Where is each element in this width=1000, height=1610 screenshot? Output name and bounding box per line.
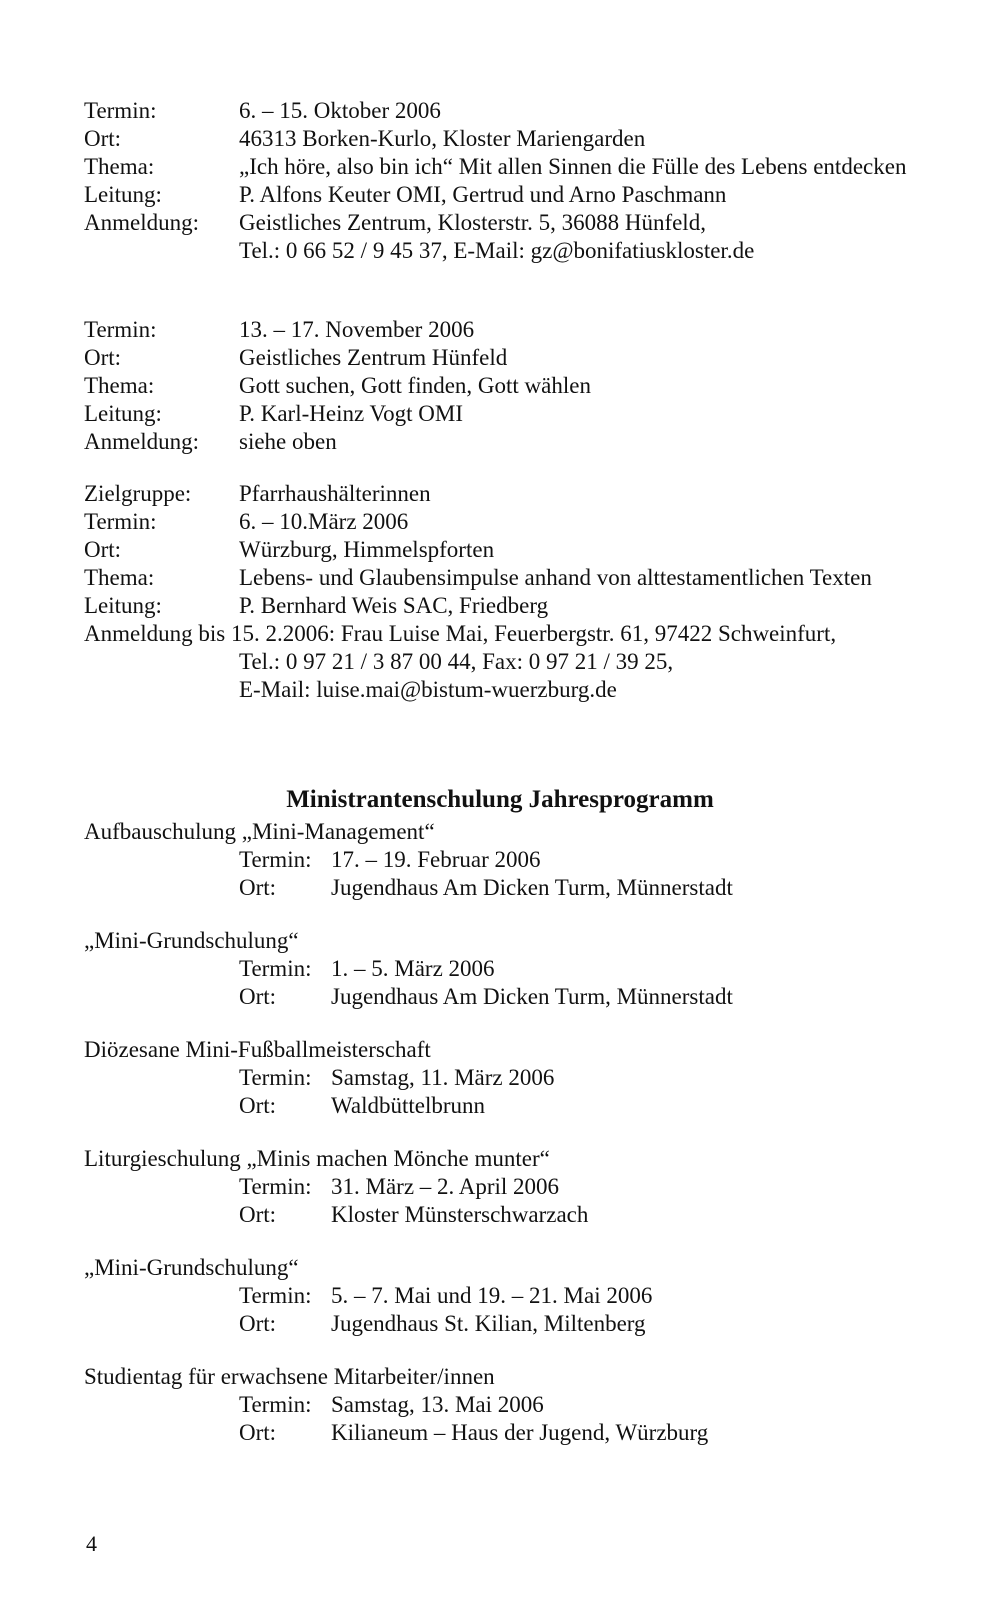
termin-label: Termin: [239, 1392, 312, 1417]
program-ort [84, 1092, 964, 1120]
event-row [84, 480, 964, 508]
field-value: Lebens- und Glaubensimpulse anhand von alttestamentlichen Texten [239, 565, 872, 590]
program-termin [84, 955, 964, 983]
field-value: siehe oben [239, 429, 337, 454]
contact-line: Tel.: 0 66 52 / 9 45 37, E-Mail: gz@bonifatiuskloster.de [239, 238, 755, 263]
field-label: Anmeldung: [84, 429, 199, 454]
event-row [84, 508, 964, 536]
event-3 [84, 480, 964, 704]
field-value: Pfarrhaushälterinnen [239, 481, 431, 506]
termin-value: 5. – 7. Mai und 19. – 21. Mai 2006 [331, 1283, 653, 1308]
page-number: 4 [86, 1531, 97, 1556]
ort-label: Ort: [239, 1311, 277, 1336]
field-label: Ort: [84, 345, 122, 370]
termin-value: Samstag, 13. Mai 2006 [331, 1392, 544, 1417]
field-label: Termin: [84, 509, 157, 534]
ort-label: Ort: [239, 1093, 277, 1118]
program-title: Studientag für erwachsene Mitarbeiter/innen [84, 1364, 495, 1389]
event-row [84, 181, 964, 209]
event-row [84, 153, 964, 181]
event-row [84, 344, 964, 372]
event-row [84, 536, 964, 564]
termin-value: 31. März – 2. April 2006 [331, 1174, 560, 1199]
event-row [84, 209, 964, 237]
program-item [84, 1363, 964, 1447]
program-termin [84, 1391, 964, 1419]
ort-value: Kloster Münsterschwarzach [331, 1202, 589, 1227]
ort-label: Ort: [239, 1202, 277, 1227]
event-row [84, 428, 964, 456]
field-label: Anmeldung: [84, 210, 199, 235]
program-item [84, 1145, 964, 1229]
registration-line: Anmeldung bis 15. 2.2006: Frau Luise Mai, Feuerbergstr. 61, 97422 Schweinfurt, [84, 621, 837, 646]
program-item [84, 818, 964, 902]
program-title: „Mini-Grundschulung“ [84, 928, 299, 953]
program-item [84, 1254, 964, 1338]
termin-label: Termin: [239, 1283, 312, 1308]
program-termin [84, 846, 964, 874]
field-value: 13. – 17. November 2006 [239, 317, 475, 342]
field-value: 6. – 15. Oktober 2006 [239, 98, 441, 123]
field-value: Gott suchen, Gott finden, Gott wählen [239, 373, 591, 398]
field-label: Termin: [84, 317, 157, 342]
event-row [84, 97, 964, 125]
ort-label: Ort: [239, 984, 277, 1009]
ort-value: Jugendhaus Am Dicken Turm, Münnerstadt [331, 984, 733, 1009]
termin-value: Samstag, 11. März 2006 [331, 1065, 555, 1090]
contact-line: E-Mail: luise.mai@bistum-wuerzburg.de [239, 677, 617, 702]
event-row [84, 592, 964, 620]
ort-value: Jugendhaus Am Dicken Turm, Münnerstadt [331, 875, 733, 900]
field-value: 46313 Borken-Kurlo, Kloster Mariengarden [239, 126, 646, 151]
event-row [84, 316, 964, 344]
termin-label: Termin: [239, 1174, 312, 1199]
event-row [84, 564, 964, 592]
field-label: Leitung: [84, 182, 162, 207]
program-title: Aufbauschulung „Mini-Management“ [84, 819, 435, 844]
program-ort [84, 983, 964, 1011]
program-ort [84, 1310, 964, 1338]
field-value: Geistliches Zentrum, Klosterstr. 5, 36088 Hünfeld, [239, 210, 706, 235]
ort-label: Ort: [239, 1420, 277, 1445]
ort-label: Ort: [239, 875, 277, 900]
termin-value: 17. – 19. Februar 2006 [331, 847, 541, 872]
field-label: Zielgruppe: [84, 481, 192, 506]
field-value: P. Alfons Keuter OMI, Gertrud und Arno Paschmann [239, 182, 727, 207]
termin-label: Termin: [239, 956, 312, 981]
field-value: Würzburg, Himmelspforten [239, 537, 495, 562]
program-item [84, 1036, 964, 1120]
event-1 [84, 97, 964, 265]
section-heading: Ministrantenschulung Jahresprogramm [286, 786, 714, 813]
field-label: Leitung: [84, 593, 162, 618]
termin-label: Termin: [239, 1065, 312, 1090]
field-label: Thema: [84, 565, 155, 590]
event-row [84, 400, 964, 428]
field-label: Ort: [84, 537, 122, 562]
field-label: Ort: [84, 126, 122, 151]
ort-value: Jugendhaus St. Kilian, Miltenberg [331, 1311, 646, 1336]
program-ort [84, 874, 964, 902]
program-ort [84, 1419, 964, 1447]
field-label: Termin: [84, 98, 157, 123]
termin-label: Termin: [239, 847, 312, 872]
ort-value: Kilianeum – Haus der Jugend, Würzburg [331, 1420, 709, 1445]
field-label: Thema: [84, 154, 155, 179]
field-value: P. Bernhard Weis SAC, Friedberg [239, 593, 549, 618]
program-termin [84, 1173, 964, 1201]
event-2 [84, 316, 964, 456]
program-title: Diözesane Mini-Fußballmeisterschaft [84, 1037, 431, 1062]
program-termin [84, 1282, 964, 1310]
program-item [84, 927, 964, 1011]
field-value: 6. – 10.März 2006 [239, 509, 409, 534]
field-value: „Ich höre, also bin ich“ Mit allen Sinnen die Fülle des Lebens entdecken [239, 154, 907, 179]
event-row [84, 372, 964, 400]
program-termin [84, 1064, 964, 1092]
field-value: P. Karl-Heinz Vogt OMI [239, 401, 464, 426]
contact-line: Tel.: 0 97 21 / 3 87 00 44, Fax: 0 97 21 / 39 25, [239, 649, 674, 674]
event-row [84, 125, 964, 153]
program-title: „Mini-Grundschulung“ [84, 1255, 299, 1280]
termin-value: 1. – 5. März 2006 [331, 956, 495, 981]
program-ort [84, 1201, 964, 1229]
field-label: Thema: [84, 373, 155, 398]
ort-value: Waldbüttelbrunn [331, 1093, 486, 1118]
field-label: Leitung: [84, 401, 162, 426]
field-value: Geistliches Zentrum Hünfeld [239, 345, 508, 370]
program-title: Liturgieschulung „Minis machen Mönche munter“ [84, 1146, 550, 1171]
